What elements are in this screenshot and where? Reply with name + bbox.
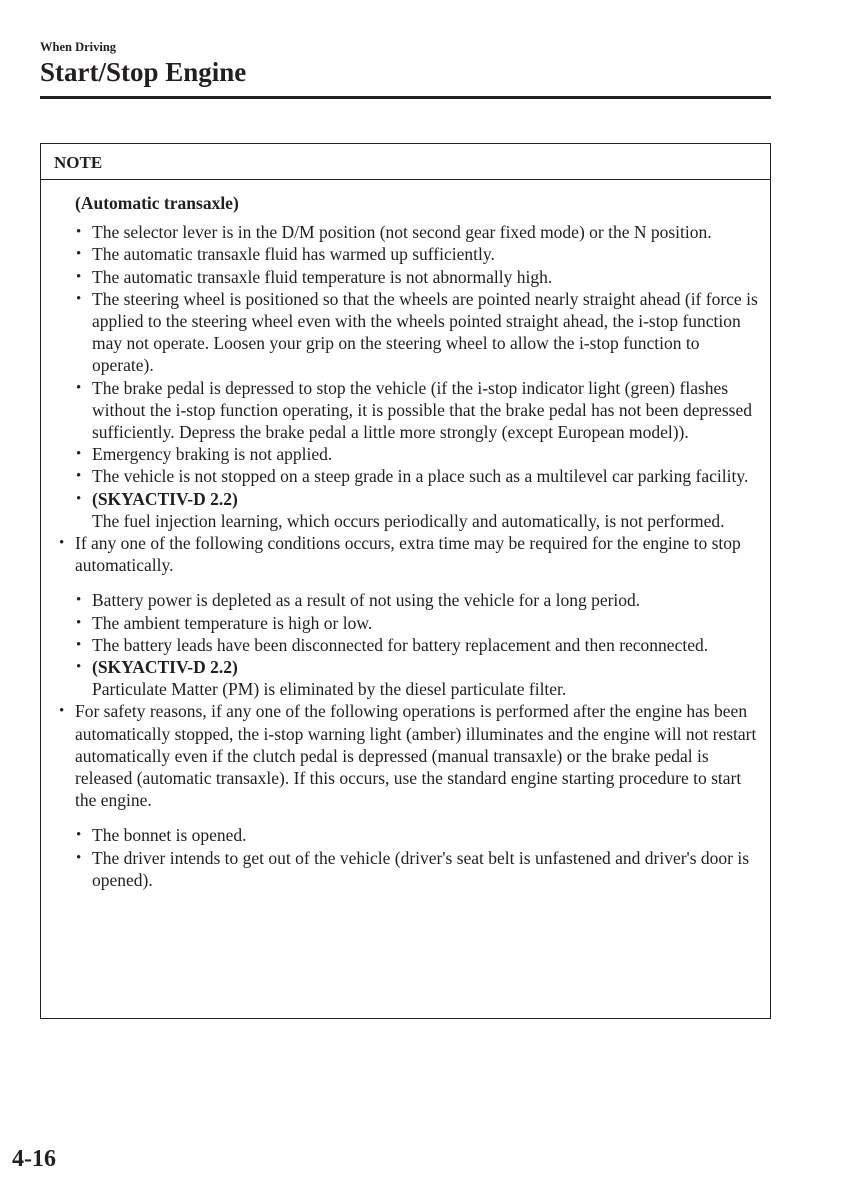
list-item bbox=[41, 634, 770, 656]
list-item bbox=[41, 589, 770, 611]
list-item bbox=[41, 288, 770, 377]
list-item-text: The selector lever is in the D/M position (not second gear fixed mode) or the N position. bbox=[92, 222, 712, 243]
bullet-icon: • bbox=[76, 224, 82, 241]
bullet-icon: • bbox=[76, 827, 82, 844]
bullet-icon: • bbox=[76, 290, 82, 307]
bullet-icon: • bbox=[76, 246, 82, 263]
list-item-text: The vehicle is not stopped on a steep grade in a place such as a multilevel car parking facility. bbox=[92, 466, 749, 487]
list-item-text: The automatic transaxle fluid has warmed up sufficiently. bbox=[92, 244, 495, 265]
list-item bbox=[41, 377, 770, 444]
bullet-icon: • bbox=[76, 849, 82, 866]
outer-list-1 bbox=[41, 532, 770, 576]
list-item bbox=[41, 443, 770, 465]
list-item bbox=[41, 700, 770, 811]
list-item bbox=[41, 847, 770, 891]
list-item bbox=[41, 656, 770, 700]
bullet-icon: • bbox=[76, 468, 82, 485]
list-item bbox=[41, 532, 770, 576]
condition-list-no-restart bbox=[41, 824, 770, 891]
model-label: (SKYACTIV-D 2.2) bbox=[92, 657, 238, 678]
list-item bbox=[41, 221, 770, 243]
list-item bbox=[41, 488, 770, 532]
list-item-text: Particulate Matter (PM) is eliminated by the diesel particulate filter. bbox=[92, 679, 567, 700]
list-item-text: The ambient temperature is high or low. bbox=[92, 612, 373, 633]
list-item bbox=[41, 465, 770, 487]
list-item bbox=[41, 824, 770, 846]
list-item-text: The steering wheel is positioned so that the wheels are pointed nearly straight ahead (if force is applied to the steering wheel even with the wheels pointed straight ahead, the i-stop function may not operate. Loosen your grip on the steering wheel to allow the i-stop function to operate). bbox=[92, 288, 758, 376]
list-item bbox=[41, 612, 770, 634]
note-label: NOTE bbox=[41, 144, 770, 180]
bullet-icon: • bbox=[76, 636, 82, 653]
list-item bbox=[41, 243, 770, 265]
list-item-text: For safety reasons, if any one of the following operations is performed after the engine has been automatically stopped, the i-stop warning light (amber) illuminates and the engine will not restart automatically even if the clutch pedal is depressed (manual transaxle) or the brake pedal is released (automatic transaxle). If this occurs, use the standard engine starting procedure to start the engine. bbox=[75, 701, 757, 811]
bullet-icon: • bbox=[76, 659, 82, 676]
model-label: (SKYACTIV-D 2.2) bbox=[92, 488, 238, 509]
page-number: 4-16 bbox=[12, 1146, 56, 1172]
bullet-icon: • bbox=[59, 703, 65, 720]
list-item bbox=[41, 266, 770, 288]
bullet-icon: • bbox=[76, 592, 82, 609]
bullet-icon: • bbox=[59, 535, 65, 552]
bullet-icon: • bbox=[76, 490, 82, 507]
list-item-text: The brake pedal is depressed to stop the vehicle (if the i-stop indicator light (green) flashes without the i-stop function operating, it is possible that the brake pedal has not been depressed sufficiently. Depress the brake pedal a little more strongly (except European model)). bbox=[92, 377, 752, 443]
section-label: When Driving bbox=[40, 40, 117, 54]
condition-list-automatic bbox=[41, 221, 770, 532]
list-item-text: The automatic transaxle fluid temperature is not abnormally high. bbox=[92, 266, 553, 287]
outer-list-2 bbox=[41, 700, 770, 811]
page-title: Start/Stop Engine bbox=[40, 57, 247, 87]
list-item-text: Battery power is depleted as a result of not using the vehicle for a long period. bbox=[92, 590, 641, 611]
note-body bbox=[41, 180, 770, 891]
note-subheading: (Automatic transaxle) bbox=[75, 193, 239, 213]
bullet-icon: • bbox=[76, 446, 82, 463]
note-box bbox=[40, 143, 771, 1019]
list-item-text: The bonnet is opened. bbox=[92, 825, 247, 846]
bullet-icon: • bbox=[76, 379, 82, 396]
title-rule bbox=[40, 96, 771, 99]
list-item-text: The driver intends to get out of the vehicle (driver's seat belt is unfastened and driver's door is opened). bbox=[92, 847, 750, 890]
list-item-text: The fuel injection learning, which occurs periodically and automatically, is not performed. bbox=[92, 510, 725, 531]
bullet-icon: • bbox=[76, 268, 82, 285]
bullet-icon: • bbox=[76, 614, 82, 631]
list-item-text: If any one of the following conditions occurs, extra time may be required for the engine to stop automatically. bbox=[75, 533, 741, 576]
condition-list-delay bbox=[41, 589, 770, 700]
list-item-text: Emergency braking is not applied. bbox=[92, 444, 333, 465]
list-item-text: The battery leads have been disconnected for battery replacement and then reconnected. bbox=[92, 634, 709, 655]
